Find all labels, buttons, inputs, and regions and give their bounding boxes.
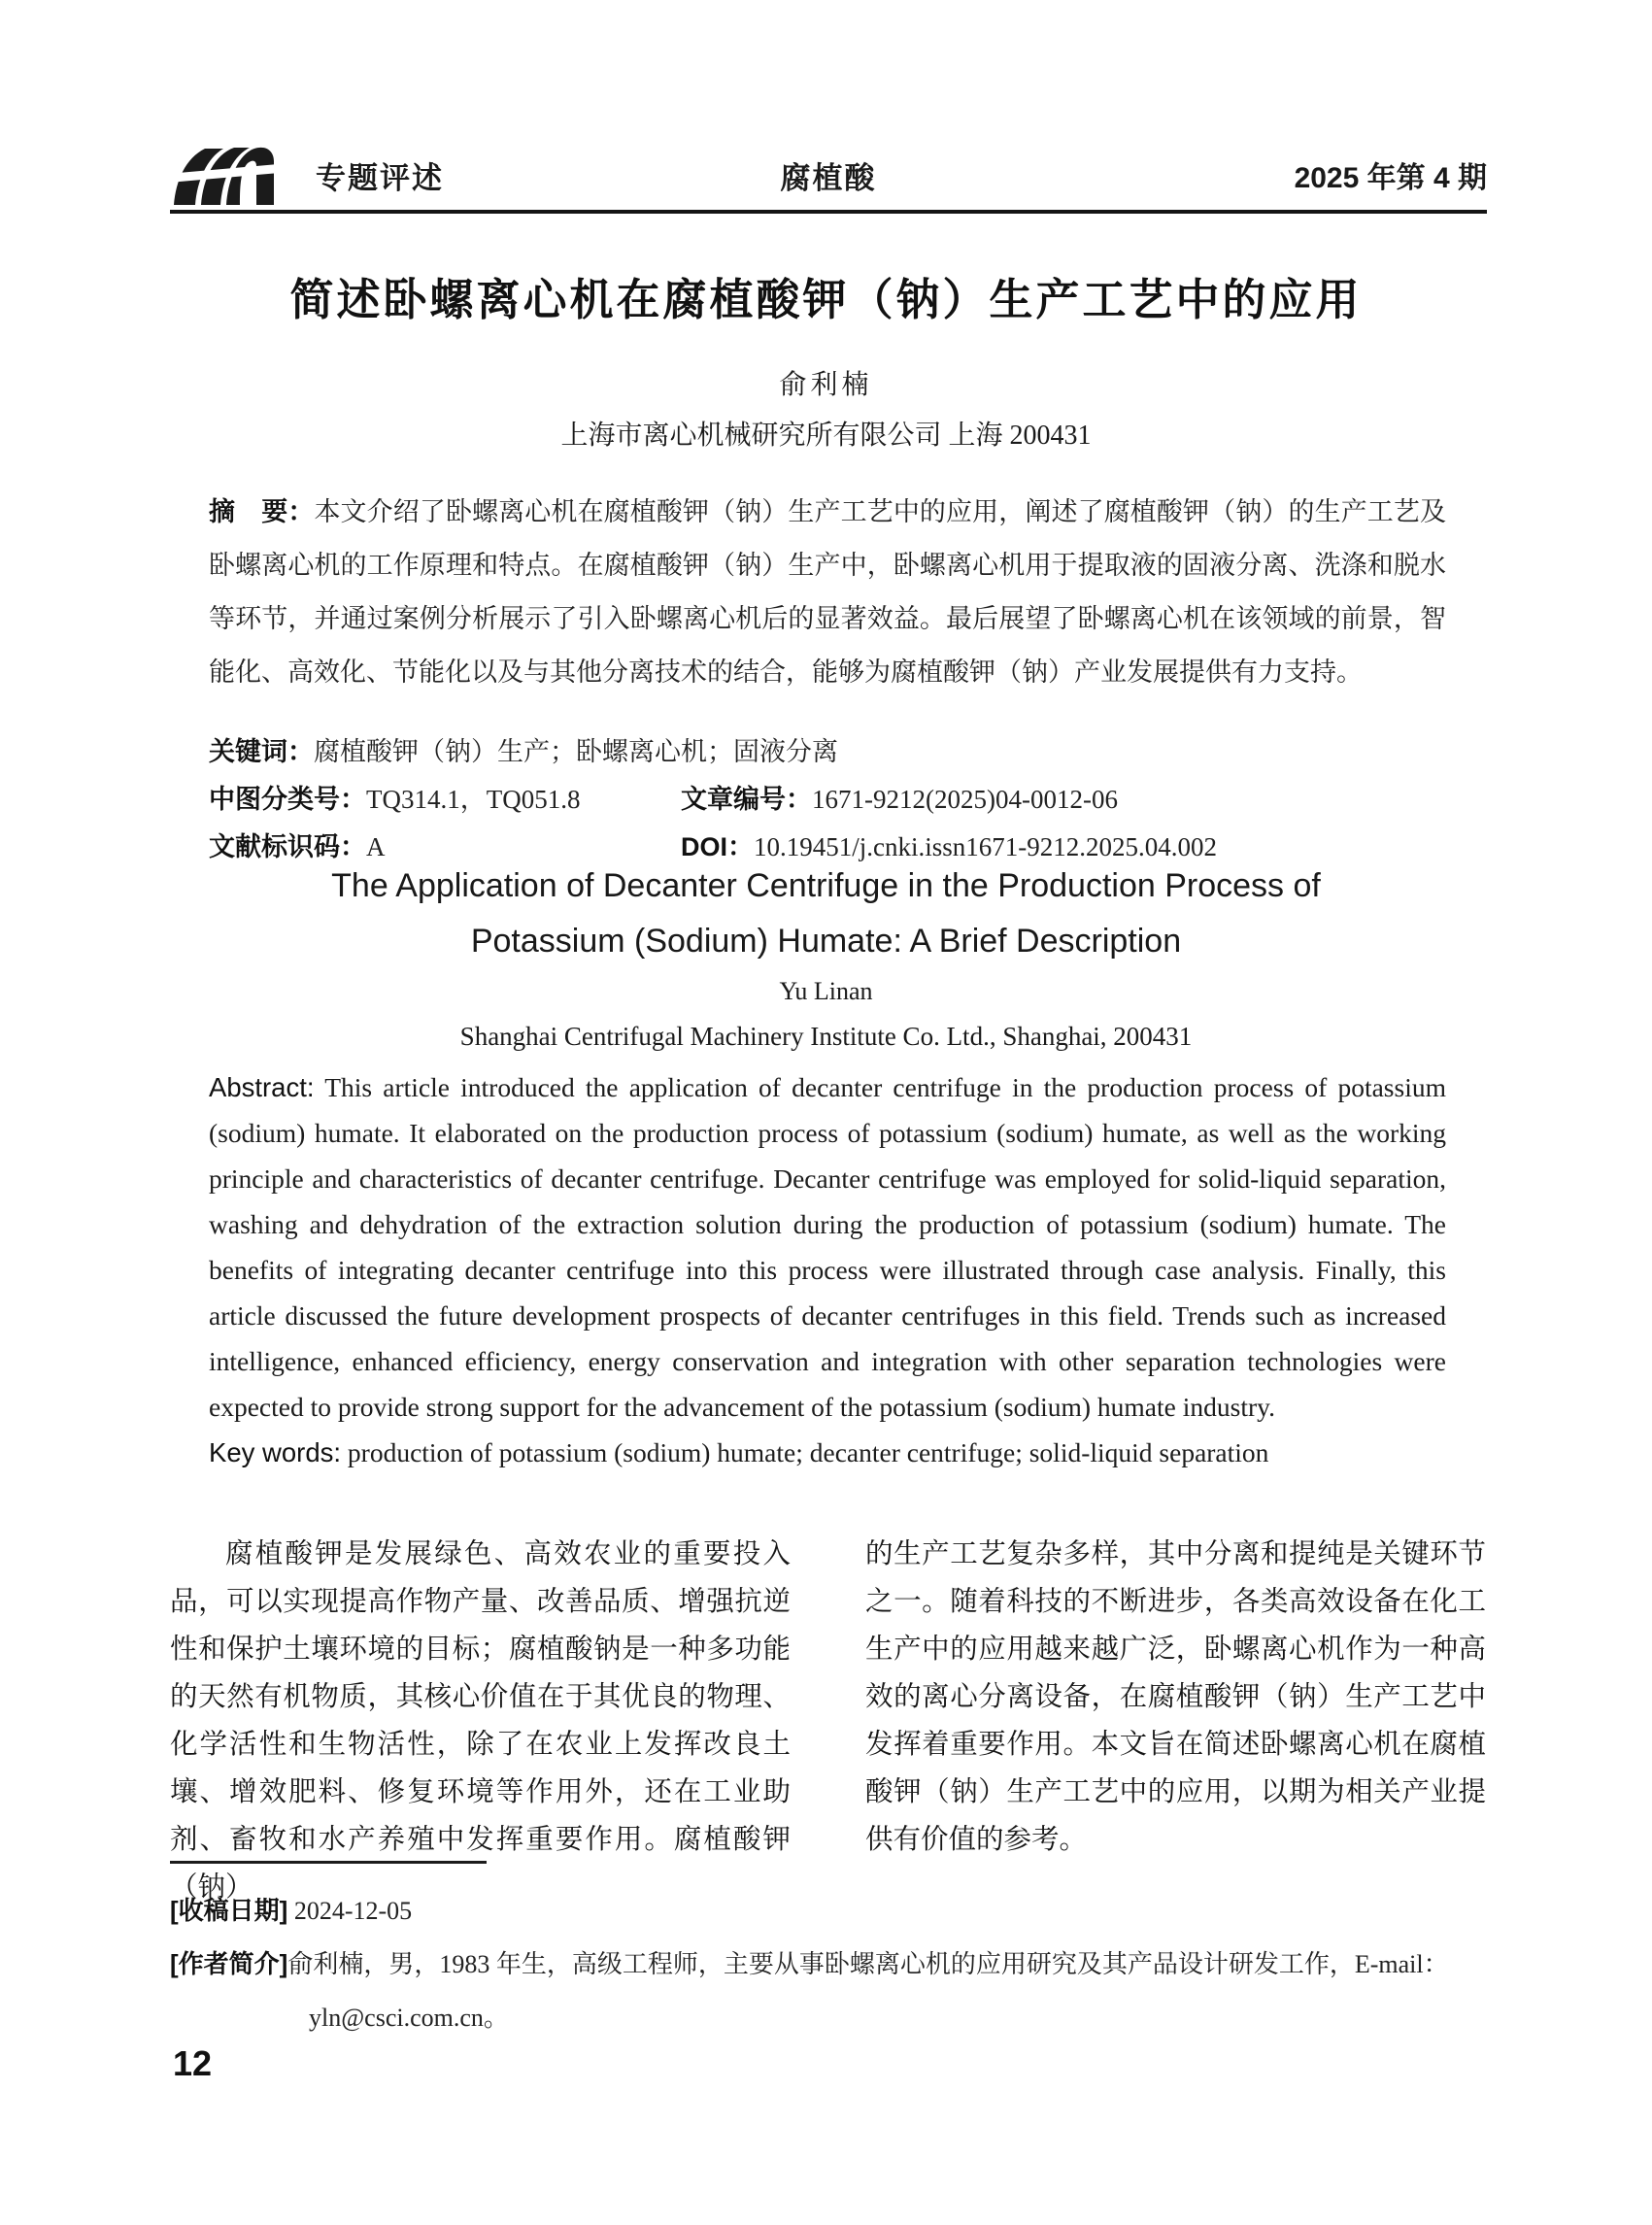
abstract-en-text: This article introduced the application of decanter centrifuge in the production process of potassium (sodium) humate. It elaborated on the production process of potassium (sodium) humate, as well as the working principle and characteristics of decanter centrifuge. Decanter centrifuge was employed for solid-liquid separation, washing and dehydration of the extraction solution during the production of potassium (sodium) humate. The benefits of integrating decanter centrifuge into this process were illustrated through case analysis. Finally, this article discussed the future development prospects of decanter centrifuges in this field. Trends such as increased intelligence, enhanced efficiency, energy conservation and integration with other separation technologies were expected to provide strong support for the advancement of the potassium (sodium) humate industry. [209, 1072, 1446, 1422]
keywords-en [209, 1430, 1446, 1475]
keywords-cn-label: 关键词： [209, 737, 314, 766]
abstract-cn-text: 本文介绍了卧螺离心机在腐植酸钾（钠）生产工艺中的应用，阐述了腐植酸钾（钠）的生产工艺及卧螺离心机的工作原理和特点。在腐植酸钾（钠）生产中，卧螺离心机用于提取液的固液分离、洗涤和脱水等环节，并通过案例分析展示了引入卧螺离心机后的显著效益。最后展望了卧螺离心机在该领域的前景，智能化、高效化、节能化以及与其他分离技术的结合，能够为腐植酸钾（钠）产业发展提供有力支持。 [209, 497, 1447, 687]
doc-code-label: 文献标识码： [209, 832, 366, 861]
header-section-label: 专题评述 [316, 160, 444, 195]
doi-value: 10.19451/j.cnki.issn1671-9212.2025.04.002 [754, 832, 1218, 861]
article-id-value: 1671-9212(2025)04-0012-06 [812, 785, 1118, 814]
keywords-cn-text: 腐植酸钾（钠）生产；卧螺离心机；固液分离 [314, 737, 838, 766]
abstract-en [209, 1064, 1446, 1430]
article-title-en-line2: Potassium (Sodium) Humate: A Brief Description [470, 923, 1182, 960]
abstract-cn-label: 摘 要： [209, 497, 315, 526]
footnote-received-date [170, 1884, 1491, 1938]
header-subject-label: 腐植酸 [780, 160, 877, 195]
clc-label: 中图分类号： [209, 785, 366, 814]
keywords-en-label: Key words: [209, 1437, 342, 1467]
doc-code-value: A [366, 832, 386, 861]
header-issue-label: 2025 年第 4 期 [1294, 162, 1487, 194]
article-title-en-line1: The Application of Decanter Centrifuge in the Production Process of [331, 867, 1321, 904]
article-title-cn: 简述卧螺离心机在腐植酸钾（钠）生产工艺中的应用 [289, 275, 1363, 324]
page-number: 12 [173, 2043, 213, 2083]
body-columns [170, 1531, 1487, 1911]
keywords-cn [209, 730, 1446, 768]
abstract-en-label: Abstract: [209, 1072, 315, 1102]
doi-label: DOI： [681, 832, 755, 861]
affiliation-en: Shanghai Centrifugal Machinery Institute Co. Ltd., Shanghai, 200431 [459, 1022, 1193, 1051]
footnote-author-bio [170, 1938, 1491, 2044]
body-right-column: 的生产工艺复杂多样，其中分离和提纯是关键环节之一。随着科技的不断进步，各类高效设备在化工生产中的应用越来越广泛，卧螺离心机作为一种高效的离心分离设备，在腐植酸钾（钠）生产工艺中发挥着重要作用。本文旨在简述卧螺离心机在腐植酸钾（钠）生产工艺中的应用，以期为相关产业提供有价值的参考。 [865, 1539, 1486, 1855]
page-header [170, 142, 1487, 208]
body-left-column: 腐植酸钾是发展绿色、高效农业的重要投入品，可以实现提高作物产量、改善品质、增强抗逆性和保护土壤环境的目标；腐植酸钠是一种多功能的天然有机物质，其核心价值在于其优良的物理、化学活性和生物活性，除了在农业上发挥改良土壤、增效肥料、修复环境等作用外，还在工业助剂、畜牧和水产养殖中发挥重要作用。腐植酸钾（钠） [170, 1539, 791, 1903]
author-bio-value: 俞利楠，男，1983 年生，高级工程师，主要从事卧螺离心机的应用研究及其产品设计研发工作，E-mail：yln@csci.com.cn。 [287, 1950, 1449, 2032]
abstract-cn [209, 486, 1446, 699]
received-date-value: 2024-12-05 [293, 1897, 413, 1925]
meta-row-2 [209, 826, 1446, 863]
clc-field [209, 778, 681, 816]
clc-value: TQ314.1，TQ051.8 [366, 785, 581, 814]
meta-row-1 [209, 778, 1446, 816]
affiliation-cn: 上海市离心机械研究所有限公司 上海 200431 [560, 421, 1092, 451]
doc-code-field [209, 826, 681, 863]
article-id-label: 文章编号： [681, 785, 812, 814]
author-bio-label: [作者简介] [170, 1949, 288, 1978]
footnotes [170, 1884, 1491, 2044]
header-rule [170, 210, 1487, 214]
keywords-en-text: production of potassium (sodium) humate; decanter centrifuge; solid-liquid separation [347, 1437, 1269, 1467]
abstract-en-block [209, 1064, 1446, 1475]
author-en: Yu Linan [779, 977, 873, 1005]
doi-field [681, 826, 1446, 863]
article-id-field [681, 778, 1446, 816]
received-date-label: [收稿日期] [170, 1896, 288, 1925]
footnote-divider [170, 1861, 487, 1864]
author-cn: 俞利楠 [779, 370, 873, 400]
